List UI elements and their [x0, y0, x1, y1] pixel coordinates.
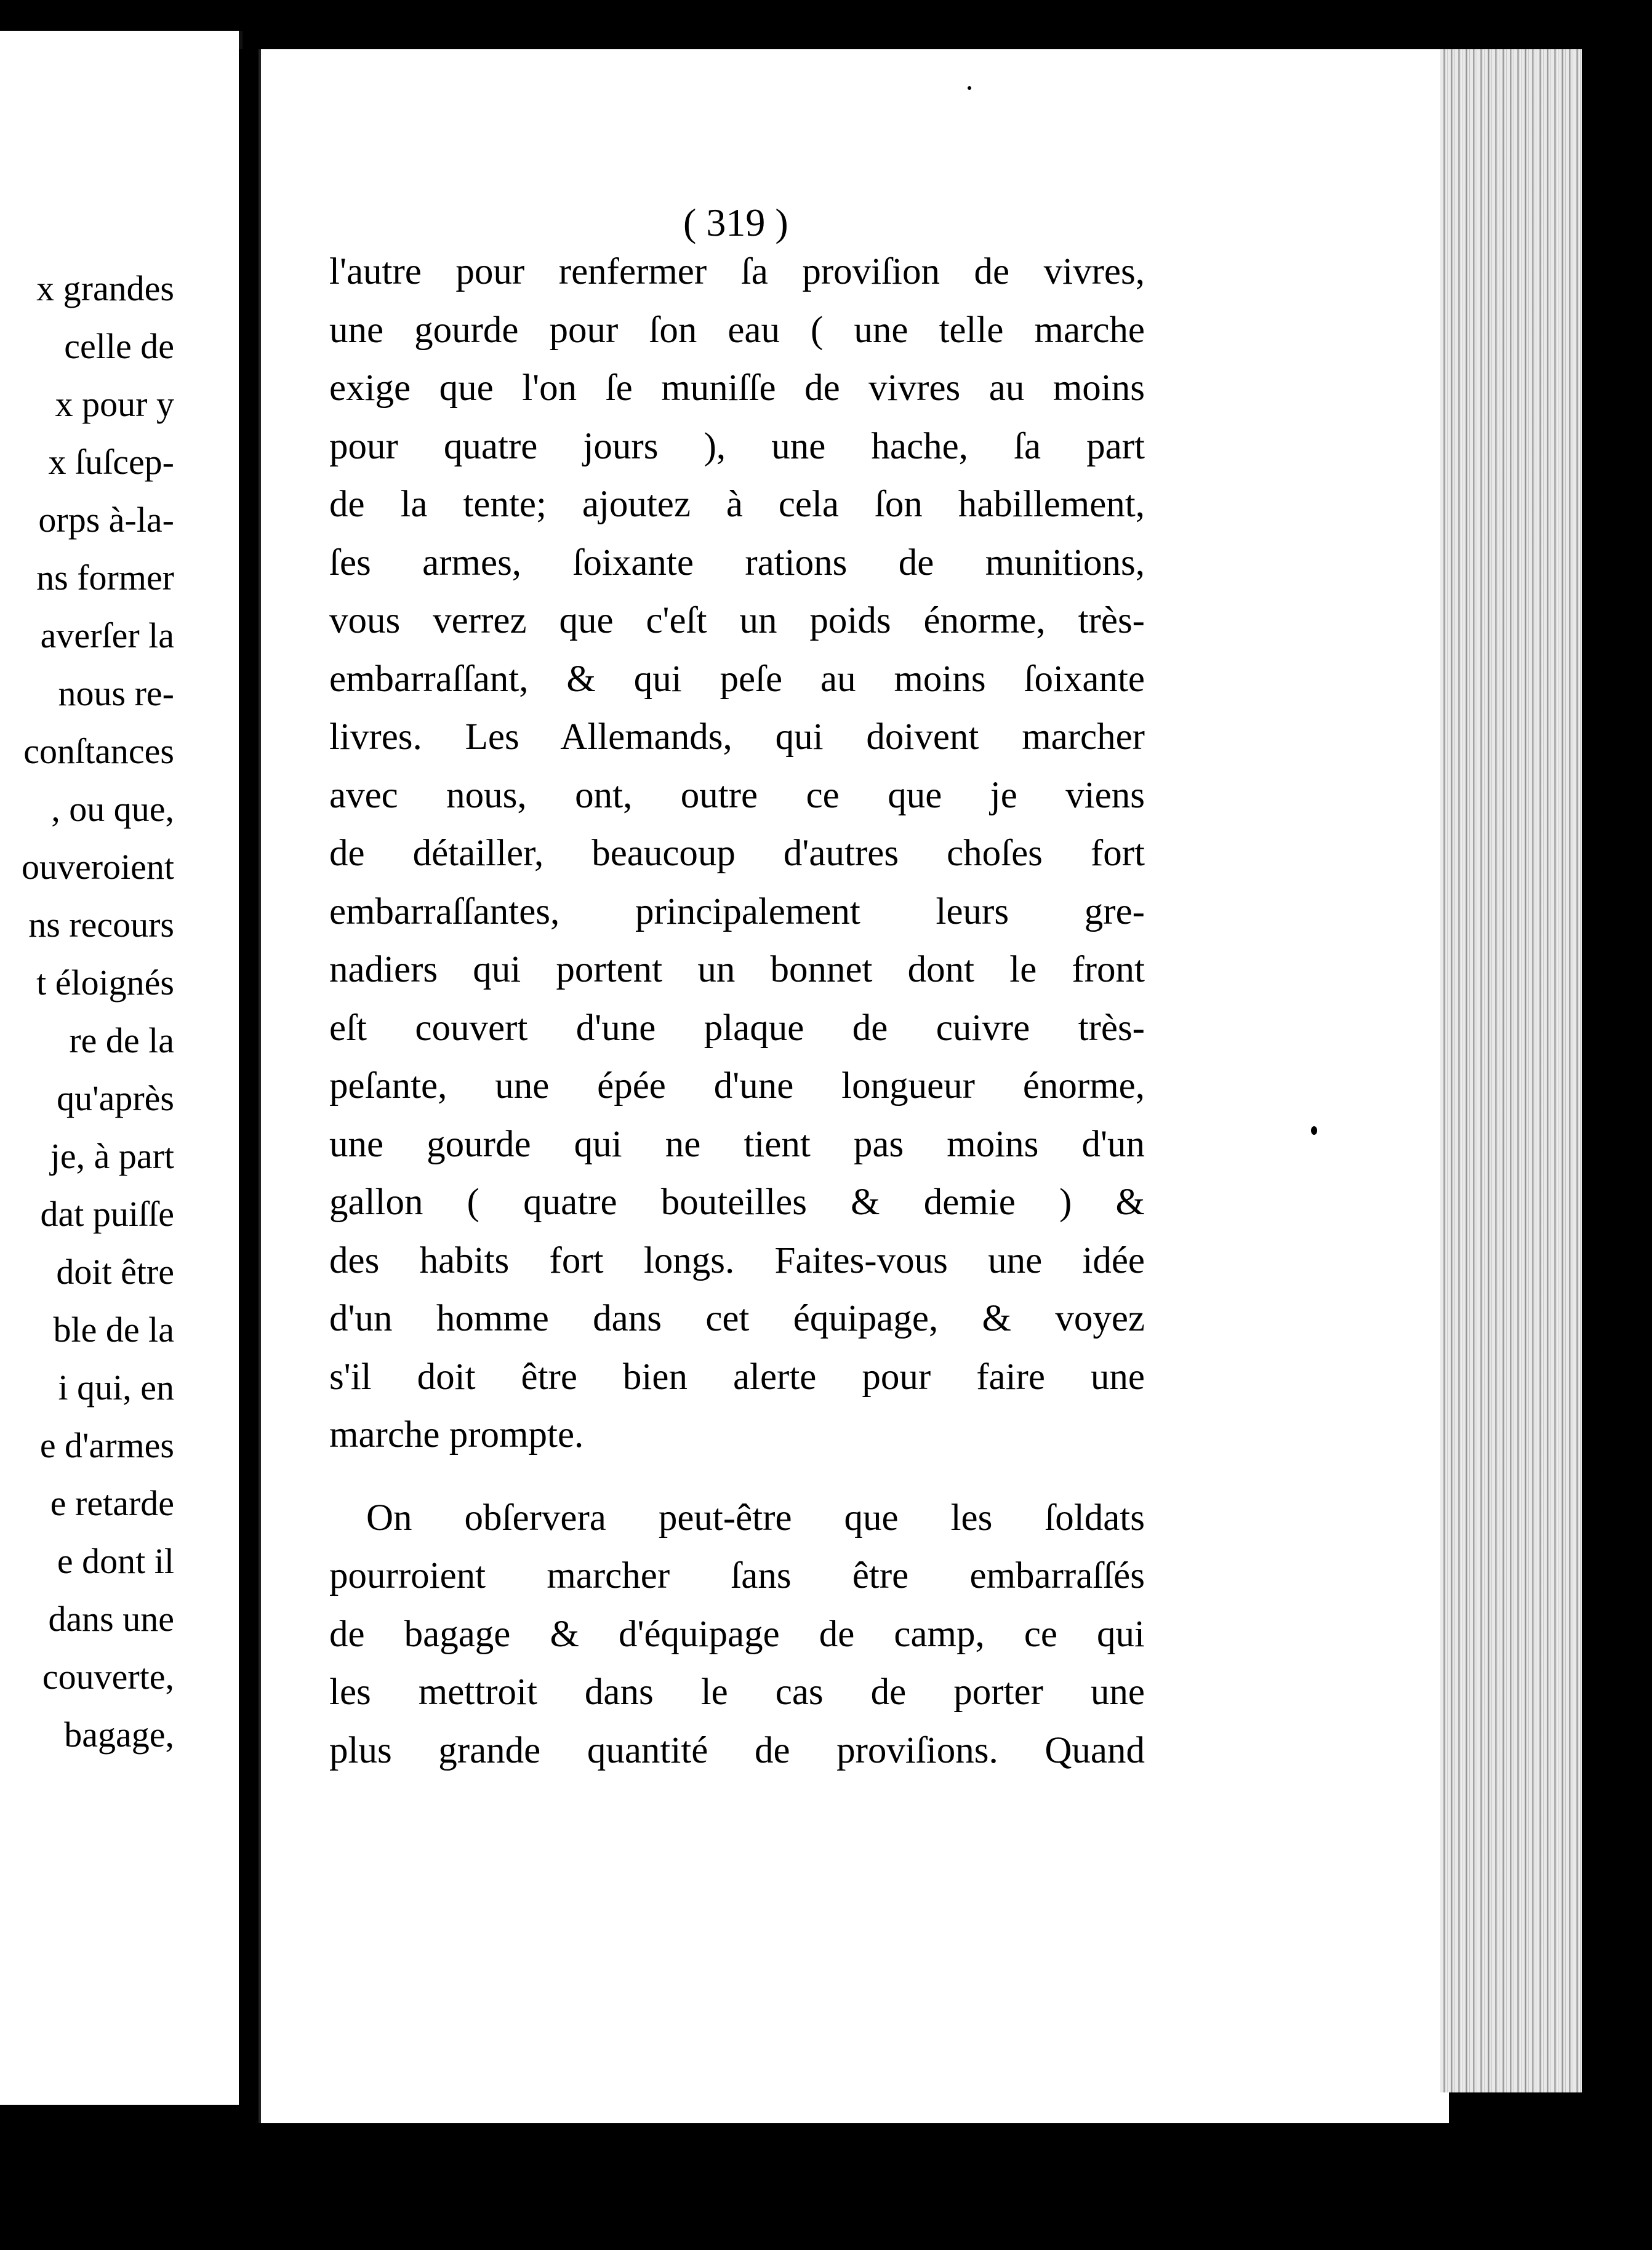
left-page-line: orps à-la-	[38, 500, 174, 540]
left-page-line: x pour y	[55, 384, 174, 424]
ink-speck	[1619, 1476, 1626, 1483]
left-page-line: re de la	[69, 1020, 174, 1060]
text-line: exige que l'on ſe muniſſe de vivres au moins	[329, 367, 1145, 409]
left-page	[0, 31, 243, 2105]
left-page-line: nous re-	[58, 673, 174, 713]
left-page-line: averſer la	[40, 615, 174, 655]
text-line: s'il doit être bien alerte pour faire une	[329, 1356, 1145, 1398]
left-page-line: , ou que,	[51, 789, 174, 829]
text-line: l'autre pour renfermer ſa proviſion de vivres,	[329, 251, 1145, 292]
text-line: de la tente; ajoutez à cela ſon habillement,	[329, 484, 1145, 525]
text-line: peſante, une épée d'une longueur énorme,	[329, 1065, 1145, 1107]
text-line: d'un homme dans cet équipage, & voyez	[329, 1298, 1145, 1339]
text-line: marche prompte.	[329, 1414, 584, 1455]
text-line: embarraſſant, & qui peſe au moins ſoixante	[329, 658, 1145, 700]
left-page-line: dans une	[48, 1599, 174, 1639]
left-page-line: ns former	[36, 558, 174, 598]
text-line: embarraſſantes, principalement leurs gre-	[329, 891, 1145, 932]
left-page-line: celle de	[64, 326, 174, 366]
text-line: nadiers qui portent un bonnet dont le front	[329, 949, 1145, 990]
left-page-line: couverte,	[42, 1657, 174, 1697]
left-page-line: ns recours	[28, 905, 174, 945]
left-page-line: qu'après	[57, 1078, 174, 1118]
text-line: avec nous, ont, outre ce que je viens	[329, 774, 1145, 816]
left-page-line: x ſuſcep-	[48, 442, 174, 482]
left-page-line: e retarde	[50, 1483, 174, 1523]
text-line: une gourde pour ſon eau ( une telle marche	[329, 309, 1145, 351]
page-number: ( 319 )	[683, 201, 788, 244]
text-line: On obſervera peut-être que les ſoldats	[366, 1497, 1145, 1539]
ink-speck	[1311, 1126, 1317, 1135]
text-line: une gourde qui ne tient pas moins d'un	[329, 1123, 1145, 1165]
paragraph-gap	[329, 1465, 1145, 1489]
left-page-line: ble de la	[53, 1310, 174, 1350]
left-page-line: dat puiſſe	[40, 1194, 174, 1234]
text-line: les mettroit dans le cas de porter une	[329, 1671, 1145, 1713]
left-page-line: e d'armes	[39, 1425, 174, 1465]
text-line: eſt couvert d'une plaque de cuivre très-	[329, 1007, 1145, 1049]
text-line: des habits fort longs. Faites-vous une idée	[329, 1239, 1145, 1281]
text-line: plus grande quantité de proviſions. Quand	[329, 1729, 1145, 1771]
body-text	[329, 243, 1145, 1780]
ink-speck	[968, 86, 971, 90]
left-page-line: ouveroient	[21, 847, 174, 887]
text-line: ſes armes, ſoixante rations de munitions,	[329, 542, 1145, 583]
left-page-line: i qui, en	[58, 1367, 174, 1407]
text-line: vous verrez que c'eſt un poids énorme, très-	[329, 600, 1145, 641]
text-line: de bagage & d'équipage de camp, ce qui	[329, 1613, 1145, 1655]
left-page-line: t éloignés	[36, 963, 174, 1003]
left-page-line: e dont il	[57, 1541, 174, 1581]
left-page-line: je, à part	[50, 1136, 174, 1176]
text-line: pourroient marcher ſans être embarraſſés	[329, 1555, 1145, 1596]
left-page-line: doit être	[56, 1252, 174, 1292]
left-page-line: bagage,	[64, 1715, 174, 1755]
text-line: pour quatre jours ), une hache, ſa part	[329, 425, 1145, 467]
left-page-line: conſtances	[23, 731, 174, 771]
text-line: livres. Les Allemands, qui doivent marcher	[329, 716, 1145, 758]
page-edges	[1440, 49, 1582, 2092]
left-page-line: x grandes	[36, 268, 174, 308]
text-line: gallon ( quatre bouteilles & demie ) &	[329, 1182, 1145, 1223]
text-line: de détailler, beaucoup d'autres choſes fort	[329, 833, 1145, 874]
